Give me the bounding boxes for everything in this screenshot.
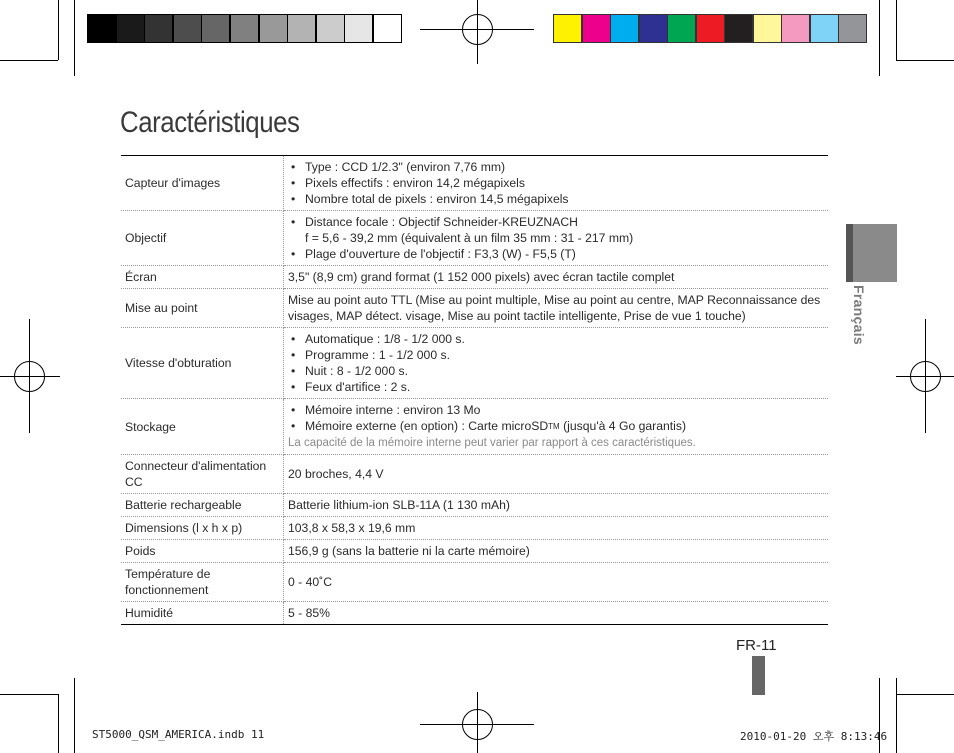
spec-bullet-text: Automatique : 1/8 - 1/2 000 s. bbox=[305, 332, 465, 346]
spec-bullet-text: Nuit : 8 - 1/2 000 s. bbox=[305, 364, 408, 378]
gray-swatch bbox=[201, 14, 230, 43]
spec-bullet bbox=[288, 214, 824, 246]
gray-swatch bbox=[259, 14, 288, 43]
spec-label: Humidité bbox=[121, 602, 284, 625]
crop-mark bbox=[58, 694, 59, 753]
spec-value-text: 103,8 x 58,3 x 19,6 mm bbox=[288, 521, 416, 535]
crop-mark bbox=[879, 0, 880, 76]
spec-row bbox=[121, 602, 828, 625]
spec-label: Dimensions (l x h x p) bbox=[121, 517, 284, 540]
gray-swatch bbox=[87, 14, 116, 43]
spec-bullet bbox=[288, 363, 824, 379]
color-swatch bbox=[639, 14, 668, 43]
spec-value-text: 0 - 40˚C bbox=[288, 575, 333, 589]
spec-value-text: 156,9 g (sans la batterie ni la carte mémoire) bbox=[288, 544, 530, 558]
color-swatch bbox=[753, 14, 782, 43]
spec-bullet bbox=[288, 159, 824, 175]
spec-bullet bbox=[288, 191, 824, 207]
spec-value bbox=[284, 455, 829, 494]
gray-swatch bbox=[344, 14, 373, 43]
color-swatch bbox=[810, 14, 839, 43]
spec-bullet-text: Pixels effectifs : environ 14,2 mégapixels bbox=[305, 176, 525, 190]
spec-value bbox=[284, 289, 829, 328]
spec-value bbox=[284, 399, 829, 455]
crop-mark bbox=[74, 0, 75, 76]
page-title: Caractéristiques bbox=[120, 106, 300, 139]
spec-row bbox=[121, 266, 828, 289]
spec-value bbox=[284, 211, 829, 266]
color-swatch bbox=[838, 14, 867, 43]
crop-mark bbox=[0, 60, 58, 61]
spec-label: Capteur d'images bbox=[121, 156, 284, 211]
color-swatch bbox=[724, 14, 753, 43]
color-swatch bbox=[553, 14, 582, 43]
spec-row bbox=[121, 563, 828, 602]
spec-value-text: 3,5" (8,9 cm) grand format (1 152 000 pixels) avec écran tactile complet bbox=[288, 270, 675, 284]
language-tab bbox=[846, 224, 897, 282]
spec-label: Objectif bbox=[121, 211, 284, 266]
spec-bullet bbox=[288, 347, 824, 363]
spec-bullet bbox=[288, 175, 824, 191]
spec-bullet-text: Feux d'artifice : 2 s. bbox=[305, 380, 411, 394]
spec-bullet bbox=[288, 331, 824, 347]
spec-value-text: Mise au point auto TTL (Mise au point multiple, Mise au point au centre, MAP Reconnaissance des visages, MAP détect. visage, Mise au point tactile intelligente, Prise de vue 1 touche) bbox=[288, 293, 821, 323]
gray-swatch bbox=[316, 14, 345, 43]
trademark-mark: TM bbox=[548, 422, 560, 431]
spec-bullet-text: Programme : 1 - 1/2 000 s. bbox=[305, 348, 450, 362]
spec-row bbox=[121, 517, 828, 540]
spec-label: Batterie rechargeable bbox=[121, 494, 284, 517]
spec-value bbox=[284, 602, 829, 625]
spec-bullet-text: Type : CCD 1/2.3" (environ 7,76 mm) bbox=[305, 160, 506, 174]
specifications-table bbox=[121, 155, 828, 625]
spec-row bbox=[121, 455, 828, 494]
gray-swatch bbox=[287, 14, 316, 43]
page-number: FR-11 bbox=[736, 637, 777, 654]
spec-bullet-list bbox=[288, 159, 824, 207]
spec-row bbox=[121, 211, 828, 266]
crop-mark bbox=[896, 0, 897, 60]
gray-swatch bbox=[230, 14, 259, 43]
spec-value bbox=[284, 540, 829, 563]
spec-label: Stockage bbox=[121, 399, 284, 455]
spec-row bbox=[121, 540, 828, 563]
spec-value bbox=[284, 328, 829, 399]
spec-bullet bbox=[288, 402, 824, 418]
spec-bullet-text: Plage d'ouverture de l'objectif : F3,3 (W) - F5,5 (T) bbox=[305, 247, 576, 261]
color-swatch bbox=[610, 14, 639, 43]
spec-label: Mise au point bbox=[121, 289, 284, 328]
spec-row bbox=[121, 399, 828, 455]
spec-value-text: Batterie lithium-ion SLB-11A (1 130 mAh) bbox=[288, 498, 510, 512]
spec-value-text: 5 - 85% bbox=[288, 606, 331, 620]
gray-swatch bbox=[144, 14, 173, 43]
gray-swatch bbox=[173, 14, 202, 43]
footer-file: ST5000_QSM_AMERICA.indb 11 bbox=[92, 728, 265, 741]
spec-label: Température de fonctionnement bbox=[121, 563, 284, 602]
spec-value-text: 20 broches, 4,4 V bbox=[288, 467, 384, 481]
color-swatch bbox=[696, 14, 725, 43]
spec-row bbox=[121, 156, 828, 211]
spec-row bbox=[121, 289, 828, 328]
gray-swatch bbox=[116, 14, 145, 43]
spec-bullet bbox=[288, 379, 824, 395]
crop-mark bbox=[58, 0, 59, 60]
spec-bullet-list bbox=[288, 331, 824, 395]
spec-value bbox=[284, 156, 829, 211]
spec-bullet-list bbox=[288, 214, 824, 262]
spec-bullet-tail: (jusqu'à 4 Go garantis) bbox=[559, 419, 687, 433]
spec-bullet-list bbox=[288, 402, 824, 435]
color-swatch bbox=[667, 14, 696, 43]
spec-label: Écran bbox=[121, 266, 284, 289]
crop-mark bbox=[74, 678, 75, 753]
spec-label: Vitesse d'obturation bbox=[121, 328, 284, 399]
gray-swatch bbox=[373, 14, 402, 43]
spec-bullet-text: Distance focale : Objectif Schneider-KREUZNACH bbox=[305, 215, 578, 229]
spec-label: Connecteur d'alimentation CC bbox=[121, 455, 284, 494]
spec-value bbox=[284, 266, 829, 289]
color-swatch bbox=[781, 14, 810, 43]
footer-datetime: 2010-01-20 오후 8:13:46 bbox=[740, 730, 888, 743]
spec-bullet-continuation: f = 5,6 - 39,2 mm (équivalent à un film 35 mm : 31 - 217 mm) bbox=[305, 231, 634, 245]
spec-bullet-text: Nombre total de pixels : environ 14,5 mégapixels bbox=[305, 192, 569, 206]
crop-mark bbox=[0, 694, 58, 695]
language-label: Français bbox=[851, 285, 867, 345]
spec-label: Poids bbox=[121, 540, 284, 563]
spec-value bbox=[284, 517, 829, 540]
page-number-bar bbox=[752, 656, 765, 695]
spec-row bbox=[121, 328, 828, 399]
spec-note: La capacité de la mémoire interne peut varier par rapport à ces caractéristiques. bbox=[288, 437, 696, 449]
spec-bullet bbox=[288, 418, 824, 435]
crop-mark bbox=[896, 60, 954, 61]
spec-bullet-text: Mémoire externe (en option) : Carte microSD bbox=[305, 419, 549, 433]
spec-value bbox=[284, 494, 829, 517]
spec-row bbox=[121, 494, 828, 517]
spec-bullet bbox=[288, 246, 824, 262]
spec-bullet-text: Mémoire interne : environ 13 Mo bbox=[305, 403, 481, 417]
language-tab-accent bbox=[846, 224, 853, 282]
color-swatch bbox=[582, 14, 611, 43]
crop-mark bbox=[896, 694, 954, 695]
crop-mark bbox=[896, 678, 897, 753]
spec-value bbox=[284, 563, 829, 602]
